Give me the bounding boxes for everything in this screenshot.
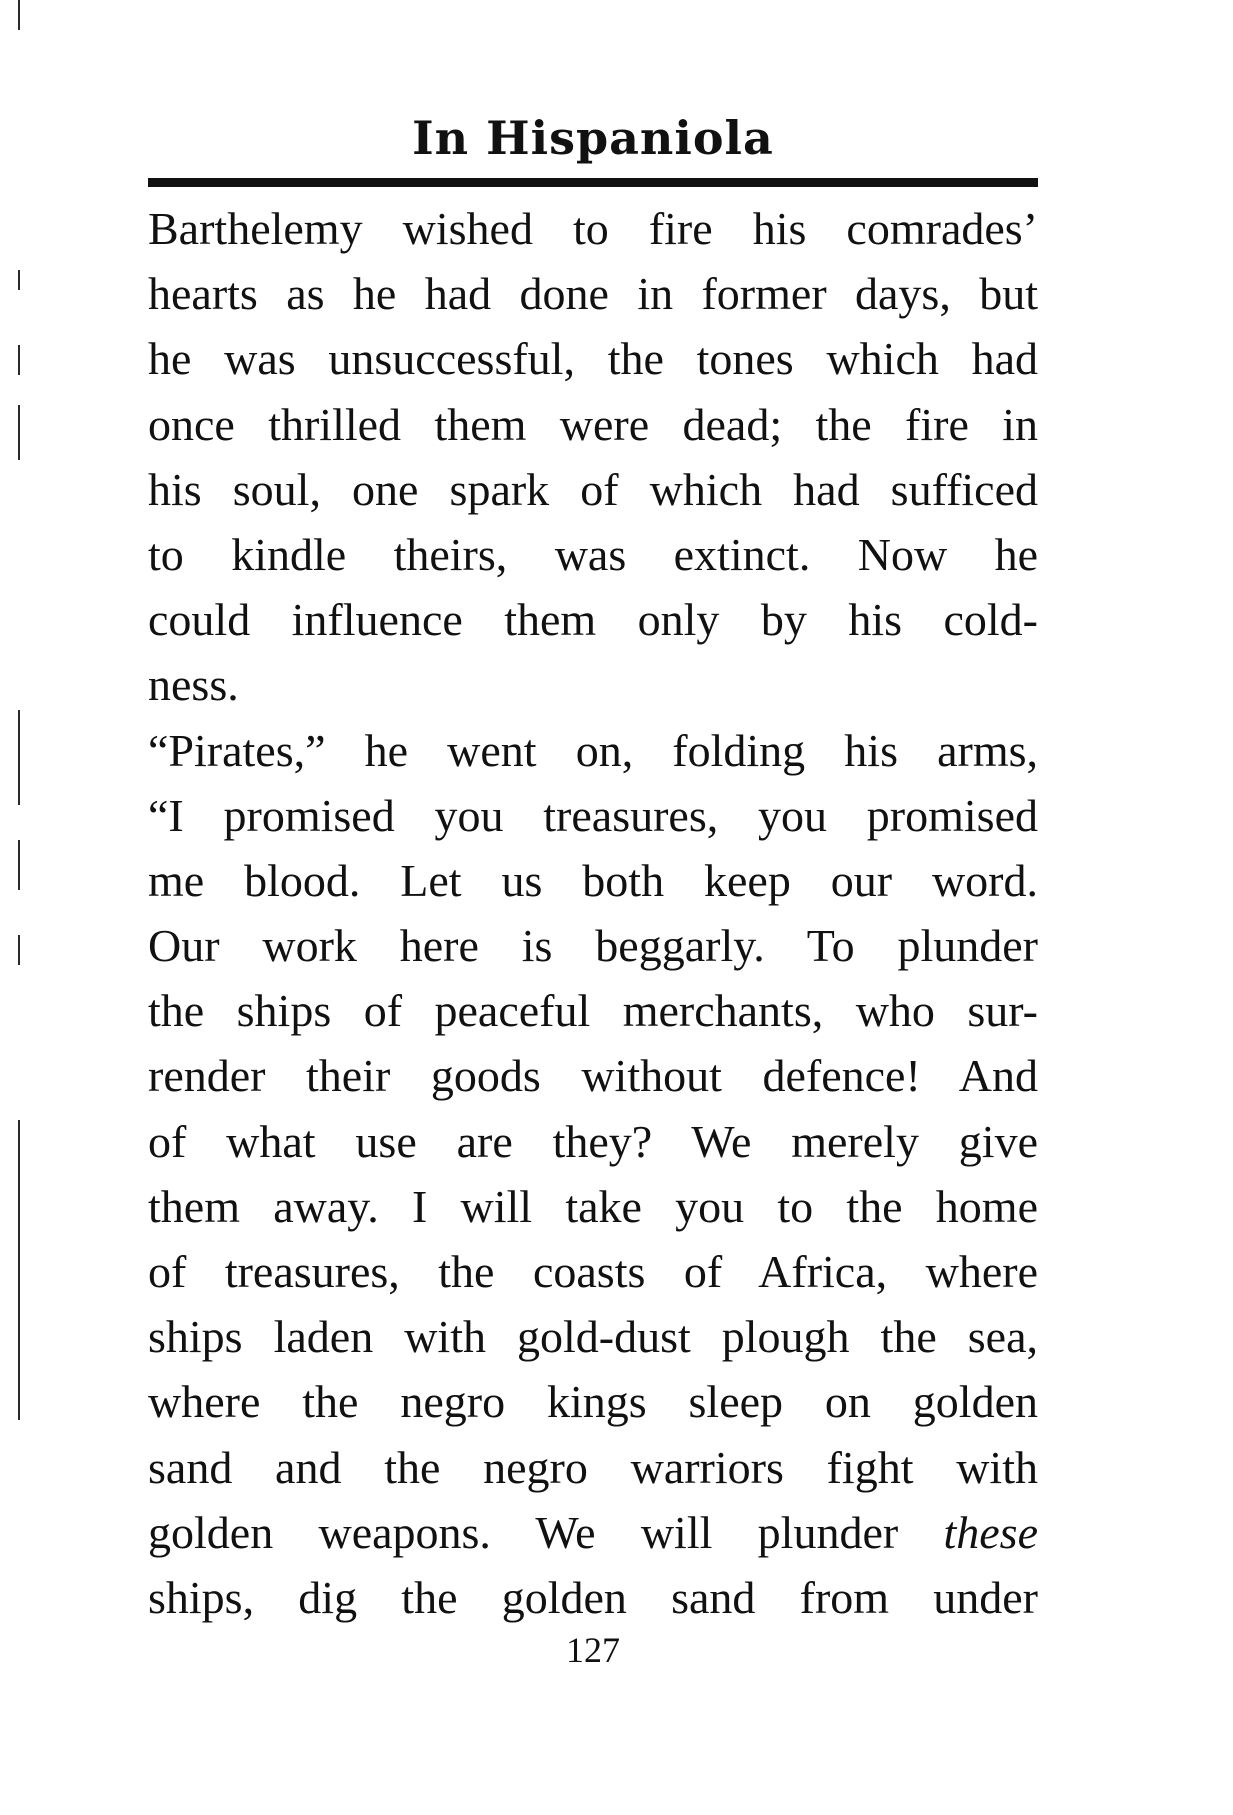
scan-edge-mark [18, 840, 20, 890]
emphasized-word: these [943, 1506, 1038, 1558]
text-line: render their goods without defence! And [148, 1050, 1038, 1102]
scan-edge-mark [18, 935, 20, 965]
text-line: ness. [148, 659, 239, 711]
text-line: “Pirates,” he went on, folding his arms, [148, 724, 1038, 776]
text-line: could influence them only by his cold- [148, 594, 1038, 646]
text-line: of treasures, the coasts of Africa, where [148, 1246, 1038, 1297]
scan-edge-mark [18, 405, 20, 460]
text-line: them away. I will take you to the home [148, 1180, 1038, 1232]
scan-edge-mark [18, 1120, 20, 1420]
scan-edge-mark [18, 0, 20, 30]
text-line: Barthelemy wished to fire his comrades’ [148, 203, 1038, 254]
header-rule [148, 178, 1038, 187]
text-line: to kindle theirs, was extinct. Now he [148, 528, 1038, 580]
text-line: of what use are they? We merely give [148, 1115, 1038, 1167]
text-line: hearts as he had done in former days, but [148, 268, 1038, 320]
scan-edge-mark [18, 345, 20, 375]
page-number: 127 [566, 1630, 620, 1670]
text-line: where the negro kings sleep on golden [148, 1376, 1038, 1428]
text-line [148, 1500, 1038, 1565]
scan-edge-mark [18, 270, 20, 290]
body-text [148, 196, 1038, 1630]
text-line: me blood. Let us both keep our word. [148, 854, 1038, 906]
scan-edge-mark [18, 710, 20, 805]
text-line: once thrilled them were dead; the fire in [148, 398, 1038, 450]
text-line: he was unsuccessful, the tones which had [148, 333, 1038, 385]
text-line: the ships of peaceful merchants, who sur- [148, 985, 1038, 1037]
text-line: Our work here is beggarly. To plunder [148, 920, 1038, 972]
running-head: In Hispaniola [412, 111, 774, 165]
text-line: ships laden with gold-dust plough the sea, [148, 1311, 1038, 1363]
text-line: his soul, one spark of which had sufficed [148, 463, 1038, 515]
text-line: ships, dig the golden sand from under [148, 1571, 1038, 1623]
text-line-span: golden weapons. We will plunder [148, 1506, 944, 1558]
text-line: sand and the negro warriors fight with [148, 1441, 1038, 1493]
text-line: “I promised you treasures, you promised [148, 789, 1038, 841]
scan-margin-marks [18, 0, 24, 1815]
